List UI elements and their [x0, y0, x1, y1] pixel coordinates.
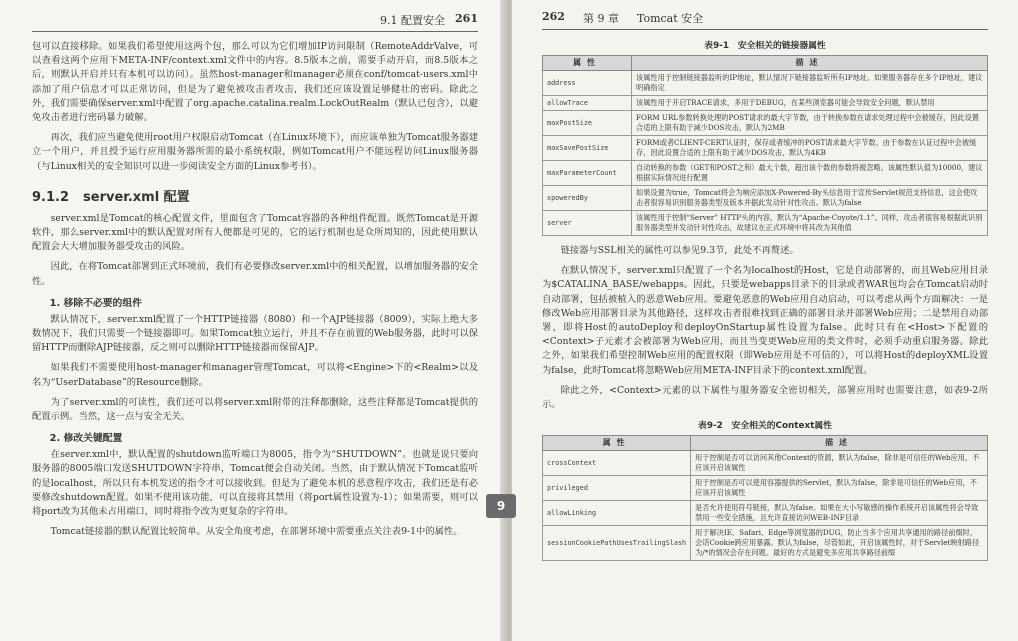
attr-cell: server	[543, 211, 632, 236]
desc-cell: 该属性用于控制“Server” HTTP头的内容，默认为“Apache-Coyote/1.1”。同样，攻击者很容易根据此识别服务器类型并发动针对性攻击，故建议在正式环境中将其改为其他值	[632, 211, 988, 236]
table-row	[543, 186, 988, 211]
table-row	[543, 71, 988, 96]
chapter-thumb-tab: 9	[486, 494, 516, 518]
table-row	[543, 526, 988, 561]
table-row	[543, 161, 988, 186]
table-row	[543, 476, 988, 501]
desc-cell: 如果设置为true，Tomcat将会为响应添加X-Powered-By头信息用于宣传Servlet规范支持信息，这会使攻击者很容易识别服务器类型及版本并据此发动针对性攻击。默认为false	[632, 186, 988, 211]
connector-attributes-table	[542, 55, 988, 236]
table-row	[543, 451, 988, 476]
table-row	[543, 96, 988, 111]
attr-cell: sessionCookiePathUsesTrailingSlash	[543, 526, 691, 561]
desc-cell: 是否允许使用符号链接，默认为false。如果在大小写敏感的操作系统开启该属性将会导致禁用一些安全措施，且允许直接访问WEB-INF目录	[691, 501, 988, 526]
column-header: 属性	[543, 56, 632, 71]
right-page	[512, 0, 1018, 641]
attr-cell: xpoweredBy	[543, 186, 632, 211]
paragraph: Tomcat链接器的默认配置比较简单。从安全角度考虑，在部署环境中需要重点关注表9-1中的属性。	[50, 526, 463, 538]
attr-cell: maxPostSize	[543, 111, 632, 136]
paragraph: 包可以直接移除。如果我们希望使用这两个包，那么可以为它们增加IP访问限制（RemoteAddrValve，可以查看这两个应用下META-INF/context.xml文件中的内容。8.5版本之前，需要手动开启，而8.5版本之后，则默认开启并只有本机可以访问）。虽然host-manager和manager必须在conf/tomcat-users.xml中添加了用户信息才可以正常访问，但是为了避免被攻击者攻击，我们还应该设置足够健壮的密码。除此之外，我们需要确保server.xml中配置了org.apache.catalina.realm.LockOutRealm（默认已包含），以避免攻击者进行密码暴力破解。	[32, 41, 478, 124]
attr-cell: allowTrace	[543, 96, 632, 111]
column-header: 描述	[691, 436, 988, 451]
page-number: 261	[455, 12, 478, 25]
running-head: 9.1 配置安全	[380, 14, 446, 27]
table-row	[543, 211, 988, 236]
desc-cell: FORM URL参数转换处理的POST请求的最大字节数，由于转换参数在请求处理过程中会被缓存，因此设置合适的上限有助于减少DOS攻击，默认为2MB	[632, 111, 988, 136]
section-heading	[32, 186, 478, 205]
table-caption: 表9-2 安全相关的Context属性	[698, 421, 832, 432]
paragraph: 默认情况下，server.xml配置了一个HTTP链接器（8080）和一个AJP链接器（8009），实际上绝大多数情况下，我们只需要一个链接器即可。如果Tomcat独立运行，并且不存在前置的Web服务器，此时可以保留HTTP而删除AJP链接器，反之则可以删除HTTP链接器而保留AJP。	[32, 313, 478, 354]
desc-cell: 用于控制是否可以使用容器提供的Servlet，默认为false，除非是可信任的Web应用，不应该开启该属性	[691, 476, 988, 501]
desc-cell: 自动转换的参数（GET和POST之和）最大个数，超出该个数的参数将被忽略。该属性默认值为10000，建议根据实际情况进行配置	[632, 161, 988, 186]
paragraph: 链接器与SSL相关的属性可以参见9.3节，此处不再赘述。	[560, 245, 799, 256]
attr-cell: crossContext	[543, 451, 691, 476]
paragraph: 在默认情况下，server.xml只配置了一个名为localhost的Host，它是自动部署的，而且Web应用目录为$CATALINA_BASE/webapps。因此，只要是webapps目录下的目录或者WAR包均会在Tomcat启动时自动部署，包括被植入的恶意Web应用。要避免恶意的Web应用自动启动，可以考虑从两个方面解决：一是修改Web应用部署目录为其他路径，这样攻击者很难找到正确的部署目录并部署Web应用；二是禁用自动部署，即将Host的autoDeploy和deployOnStartup属性设置为false。此时只有在<Host>下配置的<Context>子元素才会被部署为Web应用，而且当变更Web应用的类文件时，必须手动重启服务器。除此之外，如果我们希望控制Web应用的配置权限（即Web应用是不可信的），可以将Host的deployXML设置为false，此时Tomcat将忽略Web应用META-INF目录下的context.xml配置。	[542, 265, 988, 376]
attr-cell: maxSavePostSize	[543, 136, 632, 161]
attr-cell: address	[543, 71, 632, 96]
paragraph: 因此，在将Tomcat部署到正式环境前，我们有必要修改server.xml中的相关配置，以增加服务器的安全性。	[32, 261, 478, 287]
context-attributes-table	[542, 435, 988, 561]
desc-cell: 用于解决IE、Safari、Edge等浏览器的DUG，防止当多个应用共享通用的路径前缀时，会话Cookie跨应用暴露。默认为false，尽管如此，开启该属性时，对于Servlet映射路径为/*的情况会存在问题。最好的方式是避免多应用共享路径前缀	[691, 526, 988, 561]
page-number: 262	[542, 10, 565, 23]
attr-cell: allowLinking	[543, 501, 691, 526]
right-page-header	[542, 10, 988, 30]
table-row	[543, 136, 988, 161]
desc-cell: FORM或者CLIENT-CERT认证时，保存或者缓冲的POST请求最大字节数。由于参数在认证过程中会被缓存，因此设置合适的上限有助于减少DOS攻击，默认为4KB	[632, 136, 988, 161]
subsection-heading: 2. 修改关键配置	[49, 433, 123, 445]
paragraph: 为了server.xml的可读性，我们还可以将server.xml附带的注释都删除，这些注释都是Tomcat提供的配置示例。当然，这一点与安全无关。	[32, 396, 478, 423]
paragraph: 在server.xml中，默认配置的shutdown监听端口为8005，指令为“SHUTDOWN”。也就是说只要向服务器的8005端口发送SHUTDOWN字符串，Tomcat便会自动关闭。当然，由于默认情况下Tomcat监听的是localhost，所以只有本机发送的指令才可以接收到。但是为了避免本机的恶意程序攻击，我们还是有必要修改shutdown配置。如果不使用该功能，可以直接将其禁用（将port属性设置为-1）；如果需要，则可以将port改为其他未占用端口，同时将指令改为更复杂的字符串。	[32, 449, 478, 518]
paragraph: server.xml是Tomcat的核心配置文件，里面包含了Tomcat容器的各种组件配置。既然Tomcat是开源软件，那么server.xml中的默认配置对所有人便都是可见的，它的运行机制也是众所周知的，因此使用默认配置会大大增加服务器受攻击的风险。	[32, 212, 478, 253]
chapter-label: 第 9 章	[582, 12, 619, 25]
chapter-title: Tomcat 安全	[636, 12, 704, 25]
table-row	[543, 111, 988, 136]
paragraph: 除此之外，<Context>元素的以下属性与服务器安全密切相关，部署应用时也需要注意，如表9-2所示。	[542, 384, 988, 411]
column-header: 描述	[632, 56, 988, 71]
attr-cell: maxParameterCount	[543, 161, 632, 186]
paragraph: 如果我们不需要使用host-manager和manager管理Tomcat，可以将<Engine>下的<Realm>以及名为“UserDatabase”的Resource删除。	[32, 362, 478, 388]
paragraph: 再次，我们应当避免使用root用户权限启动Tomcat（在Linux环境下），而应该单独为Tomcat服务器建立一个用户，并且授予运行应用服务器所需的最小系统权限，例如Tomcat用户不能远程访问Linux服务器（与Linux相关的安全知识可以进一步阅读安全方面的Linux参考书）。	[32, 132, 478, 172]
section-title: server.xml 配置	[83, 189, 190, 205]
desc-cell: 用于控制是否可以访问其他Context的资源，默认为false，除非是可信任的Web应用，不应该开启该属性	[691, 451, 988, 476]
column-header: 属性	[543, 436, 691, 451]
subsection-heading: 1. 移除不必要的组件	[49, 297, 142, 309]
left-page	[0, 0, 506, 641]
left-page-header	[32, 12, 478, 32]
table-row	[543, 501, 988, 526]
table-caption: 表9-1 安全相关的链接器属性	[704, 41, 826, 51]
section-number: 9.1.2	[32, 189, 70, 205]
attr-cell: privileged	[543, 476, 691, 501]
desc-cell: 该属性用于控制链接器监听的IP地址，默认情况下链接器监听所有IP地址。如果服务器存在多个IP地址，建议明确指定	[632, 71, 988, 96]
desc-cell: 该属性用于开启TRACE请求，多用于DEBUG，在某些浏览器可能会导致安全问题，默认禁用	[632, 96, 988, 111]
